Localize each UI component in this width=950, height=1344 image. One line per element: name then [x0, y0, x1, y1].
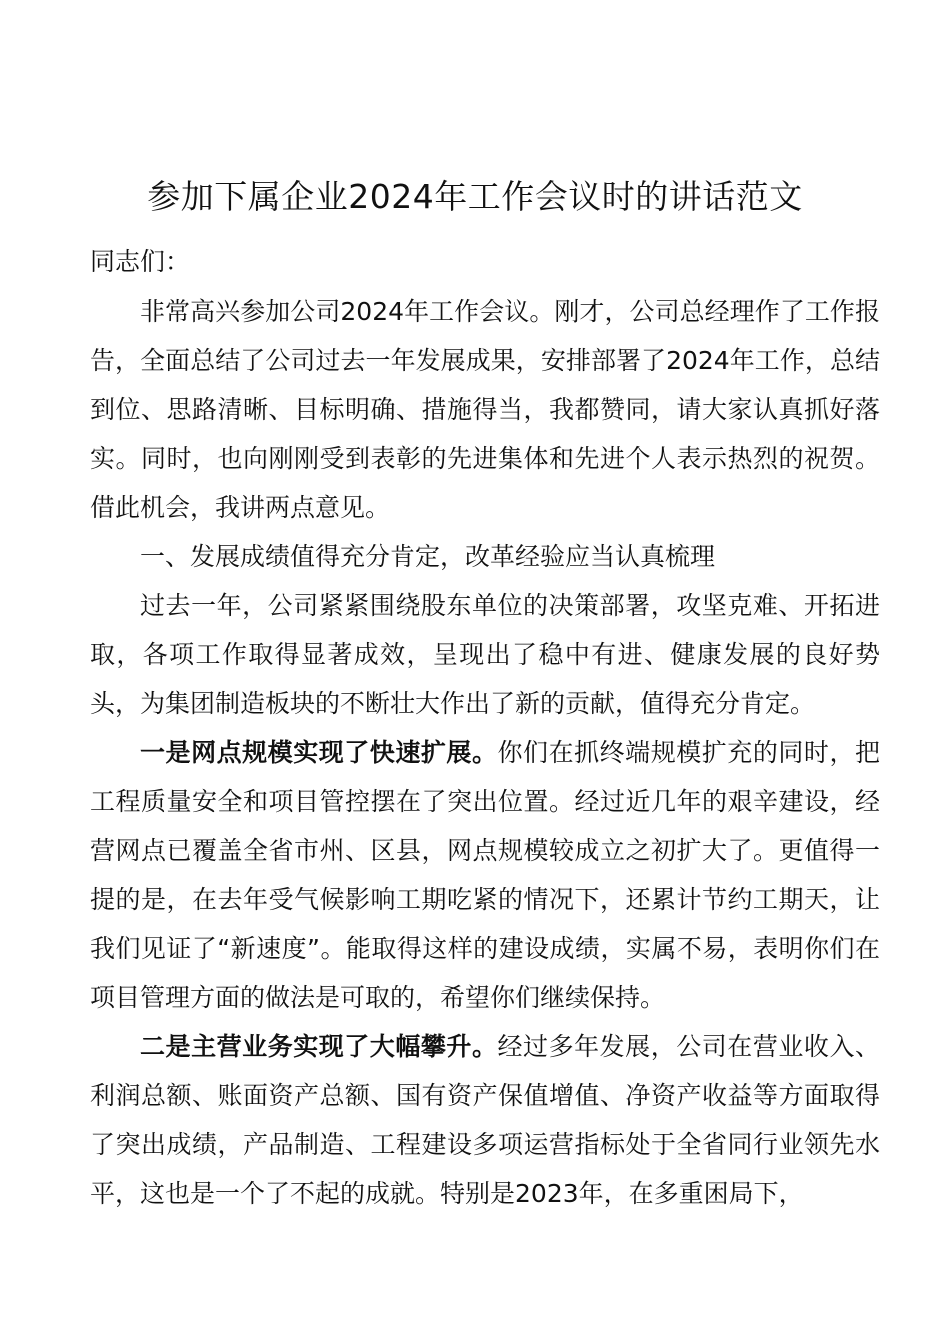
paragraph-point-1 [90, 728, 880, 1022]
greeting: 同志们： [90, 247, 191, 276]
point-1-body: 你们在抓终端规模扩充的同时，把工程质量安全和项目管控摆在了突出位置。经过近几年的艰辛建设，经营网点已覆盖全省市州、区县，网点规模较成立之初扩大了。更值得一提的是，在去年受气候影响工期吃紧的情况下，还累计节约工期天，让我们见证了“新速度”。能取得这样的建设成绩，实属不易，表明你们在项目管理方面的做法是可取的，希望你们继续保持。 [90, 737, 880, 1012]
point-2-lead: 二是主营业务实现了大幅攀升。 [140, 1031, 498, 1061]
section-heading-1: 一、发展成绩值得充分肯定，改革经验应当认真梳理 [140, 541, 716, 571]
paragraph-point-2 [90, 1022, 880, 1218]
point-2-body: 经过多年发展，公司在营业收入、利润总额、账面资产总额、国有资产保值增值、净资产收益等方面取得了突出成绩，产品制造、工程建设多项运营指标处于全省同行业领先水平，这也是一个了不起的成就。特别是2023年，在多重困局下， [90, 1031, 880, 1208]
paragraph-achievements: 过去一年，公司紧紧围绕股东单位的决策部署，攻坚克难、开拓进取，各项工作取得显著成效，呈现出了稳中有进、健康发展的良好势头，为集团制造板块的不断壮大作出了新的贡献，值得充分肯定。 [90, 590, 880, 718]
document-body [90, 237, 880, 1218]
point-1-lead: 一是网点规模实现了快速扩展。 [140, 737, 498, 767]
document-title: 参加下属企业2024年工作会议时的讲话范文 [147, 177, 803, 216]
paragraph-opening: 非常高兴参加公司2024年工作会议。刚才，公司总经理作了工作报告，全面总结了公司过去一年发展成果，安排部署了2024年工作，总结到位、思路清晰、目标明确、措施得当，我都赞同，请大家认真抓好落实。同时，也向刚刚受到表彰的先进集体和先进个人表示热烈的祝贺。借此机会，我讲两点意见。 [90, 296, 880, 522]
